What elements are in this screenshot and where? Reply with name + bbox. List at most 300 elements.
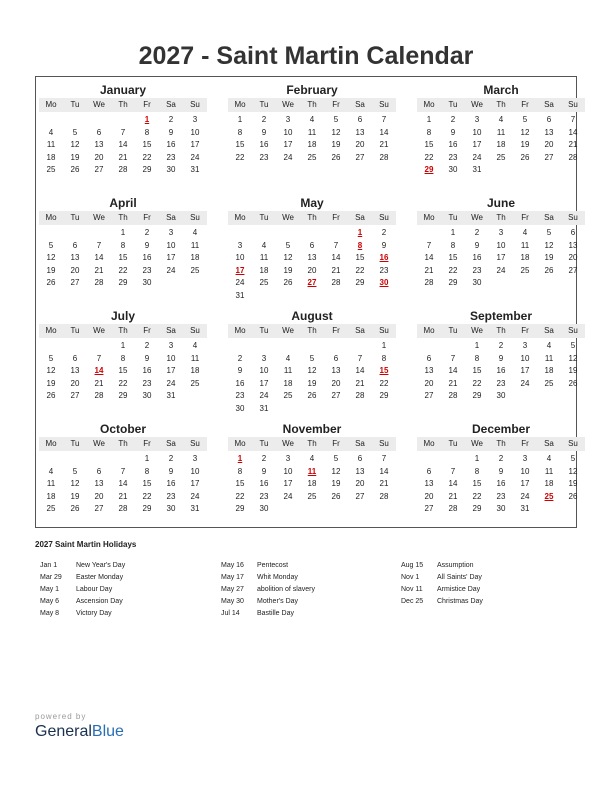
day-cell: 6: [72, 240, 78, 250]
holiday-row: [221, 584, 315, 596]
day-cell: 5: [72, 127, 78, 137]
weekday-label: Fr: [143, 326, 151, 335]
weekday-label: We: [93, 100, 105, 109]
day-cell: 29: [355, 278, 365, 287]
empty-day: [111, 114, 135, 127]
holiday-date: Jul 14: [221, 610, 240, 617]
holiday-row: [221, 608, 315, 620]
weekday-label: Sa: [166, 439, 176, 448]
day-cell: 1: [381, 341, 387, 350]
weekday-label: Th: [118, 213, 128, 222]
day-cell: 22: [235, 152, 245, 162]
month-name: August: [291, 309, 333, 323]
day-cell: 18: [520, 253, 530, 262]
day-cell: 17: [259, 378, 269, 388]
day-cell: 15: [235, 140, 245, 149]
weekday-header: [417, 324, 585, 338]
weekday-label: Tu: [259, 326, 269, 335]
day-cell: 11: [190, 353, 200, 363]
day-cell: 24: [283, 152, 293, 162]
weekday-label: We: [282, 213, 294, 222]
brand-blue: Blue: [91, 723, 124, 740]
holiday-name: Victory Day: [76, 610, 112, 617]
weekday-label: Tu: [448, 439, 458, 448]
day-cell: 7: [381, 115, 387, 124]
day-cell: 29: [472, 391, 482, 400]
holiday-row: [401, 560, 483, 572]
weekday-label: Mo: [234, 213, 246, 222]
day-cell: 17: [283, 140, 293, 149]
holiday-day: 1: [357, 228, 363, 237]
weekday-label: We: [93, 439, 105, 448]
day-cell: 14: [118, 479, 128, 488]
day-cell: 28: [379, 152, 389, 162]
weekday-label: We: [93, 213, 105, 222]
day-cell: 28: [568, 152, 578, 162]
holiday-date: May 30: [221, 598, 244, 605]
month-july: [39, 307, 207, 416]
holiday-date: May 17: [221, 574, 244, 581]
day-cell: 22: [355, 265, 365, 275]
holiday-day: 29: [424, 165, 434, 174]
weekday-label: Mo: [423, 326, 435, 335]
day-cell: 5: [333, 115, 339, 124]
day-cell: 20: [544, 140, 554, 149]
day-cell: 15: [142, 479, 152, 488]
empty-day: [87, 227, 111, 240]
day-cell: 9: [450, 127, 456, 137]
weekday-label: Th: [496, 326, 506, 335]
day-cell: 5: [333, 454, 339, 463]
weekday-label: Th: [307, 213, 317, 222]
day-cell: 19: [544, 253, 554, 262]
weekday-label: Tu: [70, 439, 80, 448]
day-cell: 5: [309, 353, 315, 363]
day-cell: 22: [142, 491, 152, 501]
day-cell: 13: [424, 479, 434, 488]
day-cell: 28: [118, 165, 128, 174]
day-cell: 3: [522, 341, 528, 350]
day-cell: 25: [283, 391, 293, 400]
day-cell: 26: [46, 278, 56, 287]
weekday-label: Su: [190, 100, 200, 109]
day-cell: 8: [120, 240, 126, 250]
holiday-day: 11: [307, 466, 317, 476]
days-grid: [417, 114, 585, 177]
holiday-name: New Year's Day: [76, 562, 126, 569]
day-cell: 14: [94, 253, 104, 262]
day-cell: 23: [379, 265, 389, 275]
holiday-row: [40, 560, 125, 572]
day-cell: 27: [424, 504, 434, 513]
month-name: June: [486, 196, 515, 210]
day-cell: 9: [498, 353, 504, 363]
empty-day: [252, 227, 276, 240]
day-cell: 7: [450, 353, 456, 363]
weekday-label: Tu: [259, 439, 269, 448]
day-cell: 25: [520, 265, 530, 275]
empty-day: [39, 340, 63, 353]
day-cell: 19: [283, 265, 293, 275]
day-cell: 6: [426, 466, 432, 476]
empty-day: [324, 227, 348, 240]
day-cell: 12: [283, 253, 293, 262]
weekday-label: Su: [568, 213, 578, 222]
weekday-label: Th: [118, 326, 128, 335]
empty-day: [39, 453, 63, 466]
day-cell: 25: [190, 378, 200, 388]
day-cell: 16: [259, 479, 269, 488]
day-cell: 8: [474, 466, 480, 476]
day-cell: 24: [259, 391, 269, 400]
weekday-label: Su: [568, 439, 578, 448]
day-cell: 28: [94, 278, 104, 287]
day-cell: 21: [355, 378, 365, 388]
day-cell: 8: [144, 127, 150, 137]
month-name: September: [469, 309, 533, 323]
day-cell: 21: [448, 491, 458, 501]
day-cell: 2: [498, 454, 504, 463]
weekday-label: Sa: [544, 439, 554, 448]
weekday-label: Tu: [259, 100, 269, 109]
weekday-header: [39, 324, 207, 338]
holiday-day: 1: [144, 115, 150, 124]
weekday-label: We: [282, 439, 294, 448]
day-cell: 19: [568, 479, 578, 488]
weekday-label: We: [471, 439, 483, 448]
day-cell: 9: [261, 127, 267, 137]
day-cell: 11: [46, 479, 56, 488]
holiday-row: [401, 596, 483, 608]
day-cell: 13: [331, 366, 341, 375]
day-cell: 20: [94, 491, 104, 501]
day-cell: 27: [355, 152, 365, 162]
day-cell: 21: [379, 479, 389, 488]
empty-day: [252, 340, 276, 353]
day-cell: 13: [544, 127, 554, 137]
day-cell: 26: [544, 265, 554, 275]
day-cell: 11: [307, 127, 317, 137]
empty-day: [417, 227, 441, 240]
weekday-label: Su: [568, 100, 578, 109]
day-cell: 16: [166, 140, 176, 149]
day-cell: 26: [568, 378, 578, 388]
holiday-day: 27: [307, 278, 317, 287]
day-cell: 13: [70, 366, 80, 375]
empty-day: [39, 114, 63, 127]
empty-day: [348, 340, 372, 353]
days-grid: [39, 340, 207, 403]
day-cell: 6: [96, 466, 102, 476]
day-cell: 16: [142, 366, 152, 375]
month-name: February: [286, 83, 338, 97]
holiday-name: Assumption: [437, 562, 474, 569]
month-name: January: [99, 83, 147, 97]
month-march: [417, 81, 585, 190]
day-cell: 31: [472, 165, 482, 174]
day-cell: 9: [168, 466, 174, 476]
day-cell: 1: [120, 228, 126, 237]
day-cell: 30: [235, 403, 245, 413]
weekday-label: Mo: [423, 100, 435, 109]
weekday-label: Tu: [448, 100, 458, 109]
holiday-row: [40, 584, 125, 596]
day-cell: 12: [70, 140, 80, 149]
empty-day: [87, 340, 111, 353]
day-cell: 16: [496, 366, 506, 375]
day-cell: 9: [237, 366, 243, 375]
holiday-date: Jan 1: [40, 562, 58, 569]
day-cell: 30: [259, 504, 269, 513]
empty-day: [87, 453, 111, 466]
holiday-date: May 27: [221, 586, 244, 593]
day-cell: 10: [472, 127, 482, 137]
day-cell: 17: [166, 366, 176, 375]
day-cell: 15: [235, 479, 245, 488]
weekday-label: Su: [568, 326, 578, 335]
weekday-label: Tu: [448, 326, 458, 335]
weekday-label: Mo: [45, 439, 57, 448]
holiday-name: Easter Monday: [76, 574, 124, 581]
weekday-label: Fr: [332, 439, 340, 448]
day-cell: 7: [426, 240, 432, 250]
day-cell: 12: [331, 127, 341, 137]
day-cell: 4: [498, 115, 504, 124]
day-cell: 13: [94, 479, 104, 488]
weekday-header: [228, 437, 396, 451]
day-cell: 7: [96, 240, 102, 250]
day-cell: 6: [333, 353, 339, 363]
day-cell: 24: [166, 265, 176, 275]
day-cell: 15: [355, 253, 365, 262]
day-cell: 20: [568, 253, 578, 262]
day-cell: 6: [309, 240, 315, 250]
weekday-header: [417, 437, 585, 451]
empty-day: [300, 227, 324, 240]
day-cell: 18: [190, 253, 200, 262]
day-cell: 11: [496, 127, 506, 137]
day-cell: 25: [307, 152, 317, 162]
day-cell: 9: [168, 127, 174, 137]
day-cell: 9: [381, 240, 387, 250]
day-cell: 22: [448, 265, 458, 275]
holiday-day: 15: [379, 366, 389, 375]
day-cell: 4: [309, 454, 315, 463]
day-cell: 12: [520, 127, 530, 137]
weekday-label: We: [471, 213, 483, 222]
days-grid: [228, 453, 396, 516]
day-cell: 12: [46, 366, 56, 375]
weekday-label: Su: [379, 100, 389, 109]
day-cell: 24: [520, 491, 530, 501]
day-cell: 4: [48, 127, 54, 137]
day-cell: 9: [144, 353, 150, 363]
day-cell: 6: [546, 115, 552, 124]
day-cell: 1: [426, 115, 432, 124]
holiday-date: Mar 29: [40, 574, 62, 581]
month-name: May: [300, 196, 324, 210]
day-cell: 21: [448, 378, 458, 388]
day-cell: 7: [120, 466, 126, 476]
day-cell: 12: [568, 353, 578, 363]
empty-day: [441, 340, 465, 353]
day-cell: 1: [474, 341, 480, 350]
day-cell: 10: [190, 466, 200, 476]
weekday-label: Th: [496, 100, 506, 109]
empty-day: [63, 453, 87, 466]
holiday-name: Ascension Day: [76, 598, 123, 605]
day-cell: 5: [72, 466, 78, 476]
day-cell: 1: [474, 454, 480, 463]
day-cell: 4: [48, 466, 54, 476]
holiday-row: [40, 596, 125, 608]
day-cell: 9: [261, 466, 267, 476]
day-cell: 24: [235, 278, 245, 287]
holiday-row: [221, 596, 315, 608]
holiday-column: [40, 560, 125, 620]
day-cell: 21: [424, 265, 434, 275]
month-december: [417, 420, 585, 529]
day-cell: 8: [237, 466, 243, 476]
day-cell: 31: [235, 290, 245, 300]
day-cell: 21: [331, 265, 341, 275]
day-cell: 29: [142, 165, 152, 174]
holiday-column: [221, 560, 315, 620]
day-cell: 3: [522, 454, 528, 463]
day-cell: 29: [379, 391, 389, 400]
day-cell: 30: [496, 504, 506, 513]
day-cell: 14: [424, 253, 434, 262]
weekday-header: [228, 324, 396, 338]
day-cell: 15: [424, 140, 434, 149]
day-cell: 4: [192, 341, 198, 350]
day-cell: 26: [520, 152, 530, 162]
holiday-day: 30: [379, 278, 389, 287]
day-cell: 10: [190, 127, 200, 137]
holiday-day: 17: [235, 265, 245, 275]
weekday-header: [417, 211, 585, 225]
holiday-row: [221, 572, 315, 584]
day-cell: 7: [357, 353, 363, 363]
days-grid: [39, 227, 207, 290]
day-cell: 4: [309, 115, 315, 124]
weekday-label: Th: [307, 326, 317, 335]
day-cell: 6: [357, 115, 363, 124]
day-cell: 29: [472, 504, 482, 513]
holiday-day: 14: [94, 366, 104, 375]
day-cell: 22: [118, 265, 128, 275]
day-cell: 23: [472, 265, 482, 275]
weekday-label: Su: [190, 439, 200, 448]
weekday-header: [417, 98, 585, 112]
day-cell: 20: [424, 378, 434, 388]
day-cell: 17: [190, 479, 200, 488]
day-cell: 22: [235, 491, 245, 501]
weekday-label: We: [282, 326, 294, 335]
brand-logo[interactable]: [35, 723, 124, 741]
weekday-label: Tu: [448, 213, 458, 222]
weekday-label: Th: [496, 213, 506, 222]
day-cell: 26: [331, 152, 341, 162]
day-cell: 23: [259, 152, 269, 162]
days-grid: [417, 453, 585, 516]
weekday-label: Mo: [234, 439, 246, 448]
day-cell: 13: [94, 140, 104, 149]
empty-day: [87, 114, 111, 127]
holiday-name: abolition of slavery: [257, 586, 315, 593]
day-cell: 11: [544, 466, 554, 476]
day-cell: 27: [544, 152, 554, 162]
month-october: [39, 420, 207, 529]
weekday-label: Sa: [544, 100, 554, 109]
day-cell: 21: [118, 152, 128, 162]
day-cell: 9: [498, 466, 504, 476]
month-name: April: [109, 196, 137, 210]
day-cell: 4: [546, 454, 552, 463]
month-may: [228, 194, 396, 303]
day-cell: 6: [357, 454, 363, 463]
day-cell: 23: [259, 491, 269, 501]
day-cell: 13: [355, 466, 365, 476]
powered-by: powered by: [35, 712, 87, 721]
day-cell: 19: [331, 479, 341, 488]
day-cell: 19: [520, 140, 530, 149]
day-cell: 2: [498, 341, 504, 350]
holiday-date: Aug 15: [401, 562, 424, 569]
empty-day: [276, 340, 300, 353]
day-cell: 2: [381, 228, 387, 237]
day-cell: 30: [142, 391, 152, 400]
weekday-label: Fr: [521, 326, 529, 335]
day-cell: 1: [450, 228, 456, 237]
day-cell: 17: [496, 253, 506, 262]
day-cell: 12: [307, 366, 317, 375]
holiday-date: May 16: [221, 562, 244, 569]
day-cell: 3: [285, 115, 291, 124]
day-cell: 15: [448, 253, 458, 262]
empty-day: [324, 340, 348, 353]
day-cell: 23: [496, 491, 506, 501]
day-cell: 9: [474, 240, 480, 250]
day-cell: 3: [474, 115, 480, 124]
footer: [35, 712, 124, 741]
weekday-label: Th: [118, 439, 128, 448]
month-april: [39, 194, 207, 303]
weekday-label: Fr: [332, 213, 340, 222]
day-cell: 23: [166, 152, 176, 162]
holiday-name: Mother's Day: [257, 598, 299, 605]
weekday-label: Th: [118, 100, 128, 109]
holiday-name: Armistice Day: [437, 586, 481, 593]
day-cell: 26: [307, 391, 317, 400]
day-cell: 14: [379, 466, 389, 476]
day-cell: 31: [190, 504, 200, 513]
day-cell: 8: [120, 353, 126, 363]
day-cell: 28: [379, 491, 389, 501]
day-cell: 10: [283, 466, 293, 476]
day-cell: 26: [568, 491, 578, 501]
weekday-label: We: [93, 326, 105, 335]
day-cell: 12: [70, 479, 80, 488]
weekday-label: Th: [307, 100, 317, 109]
page-title: 2027 - Saint Martin Calendar: [138, 42, 474, 70]
day-cell: 20: [70, 265, 80, 275]
day-cell: 13: [355, 127, 365, 137]
month-february: [228, 81, 396, 190]
day-cell: 8: [144, 466, 150, 476]
weekday-header: [228, 98, 396, 112]
month-name: July: [110, 309, 135, 323]
